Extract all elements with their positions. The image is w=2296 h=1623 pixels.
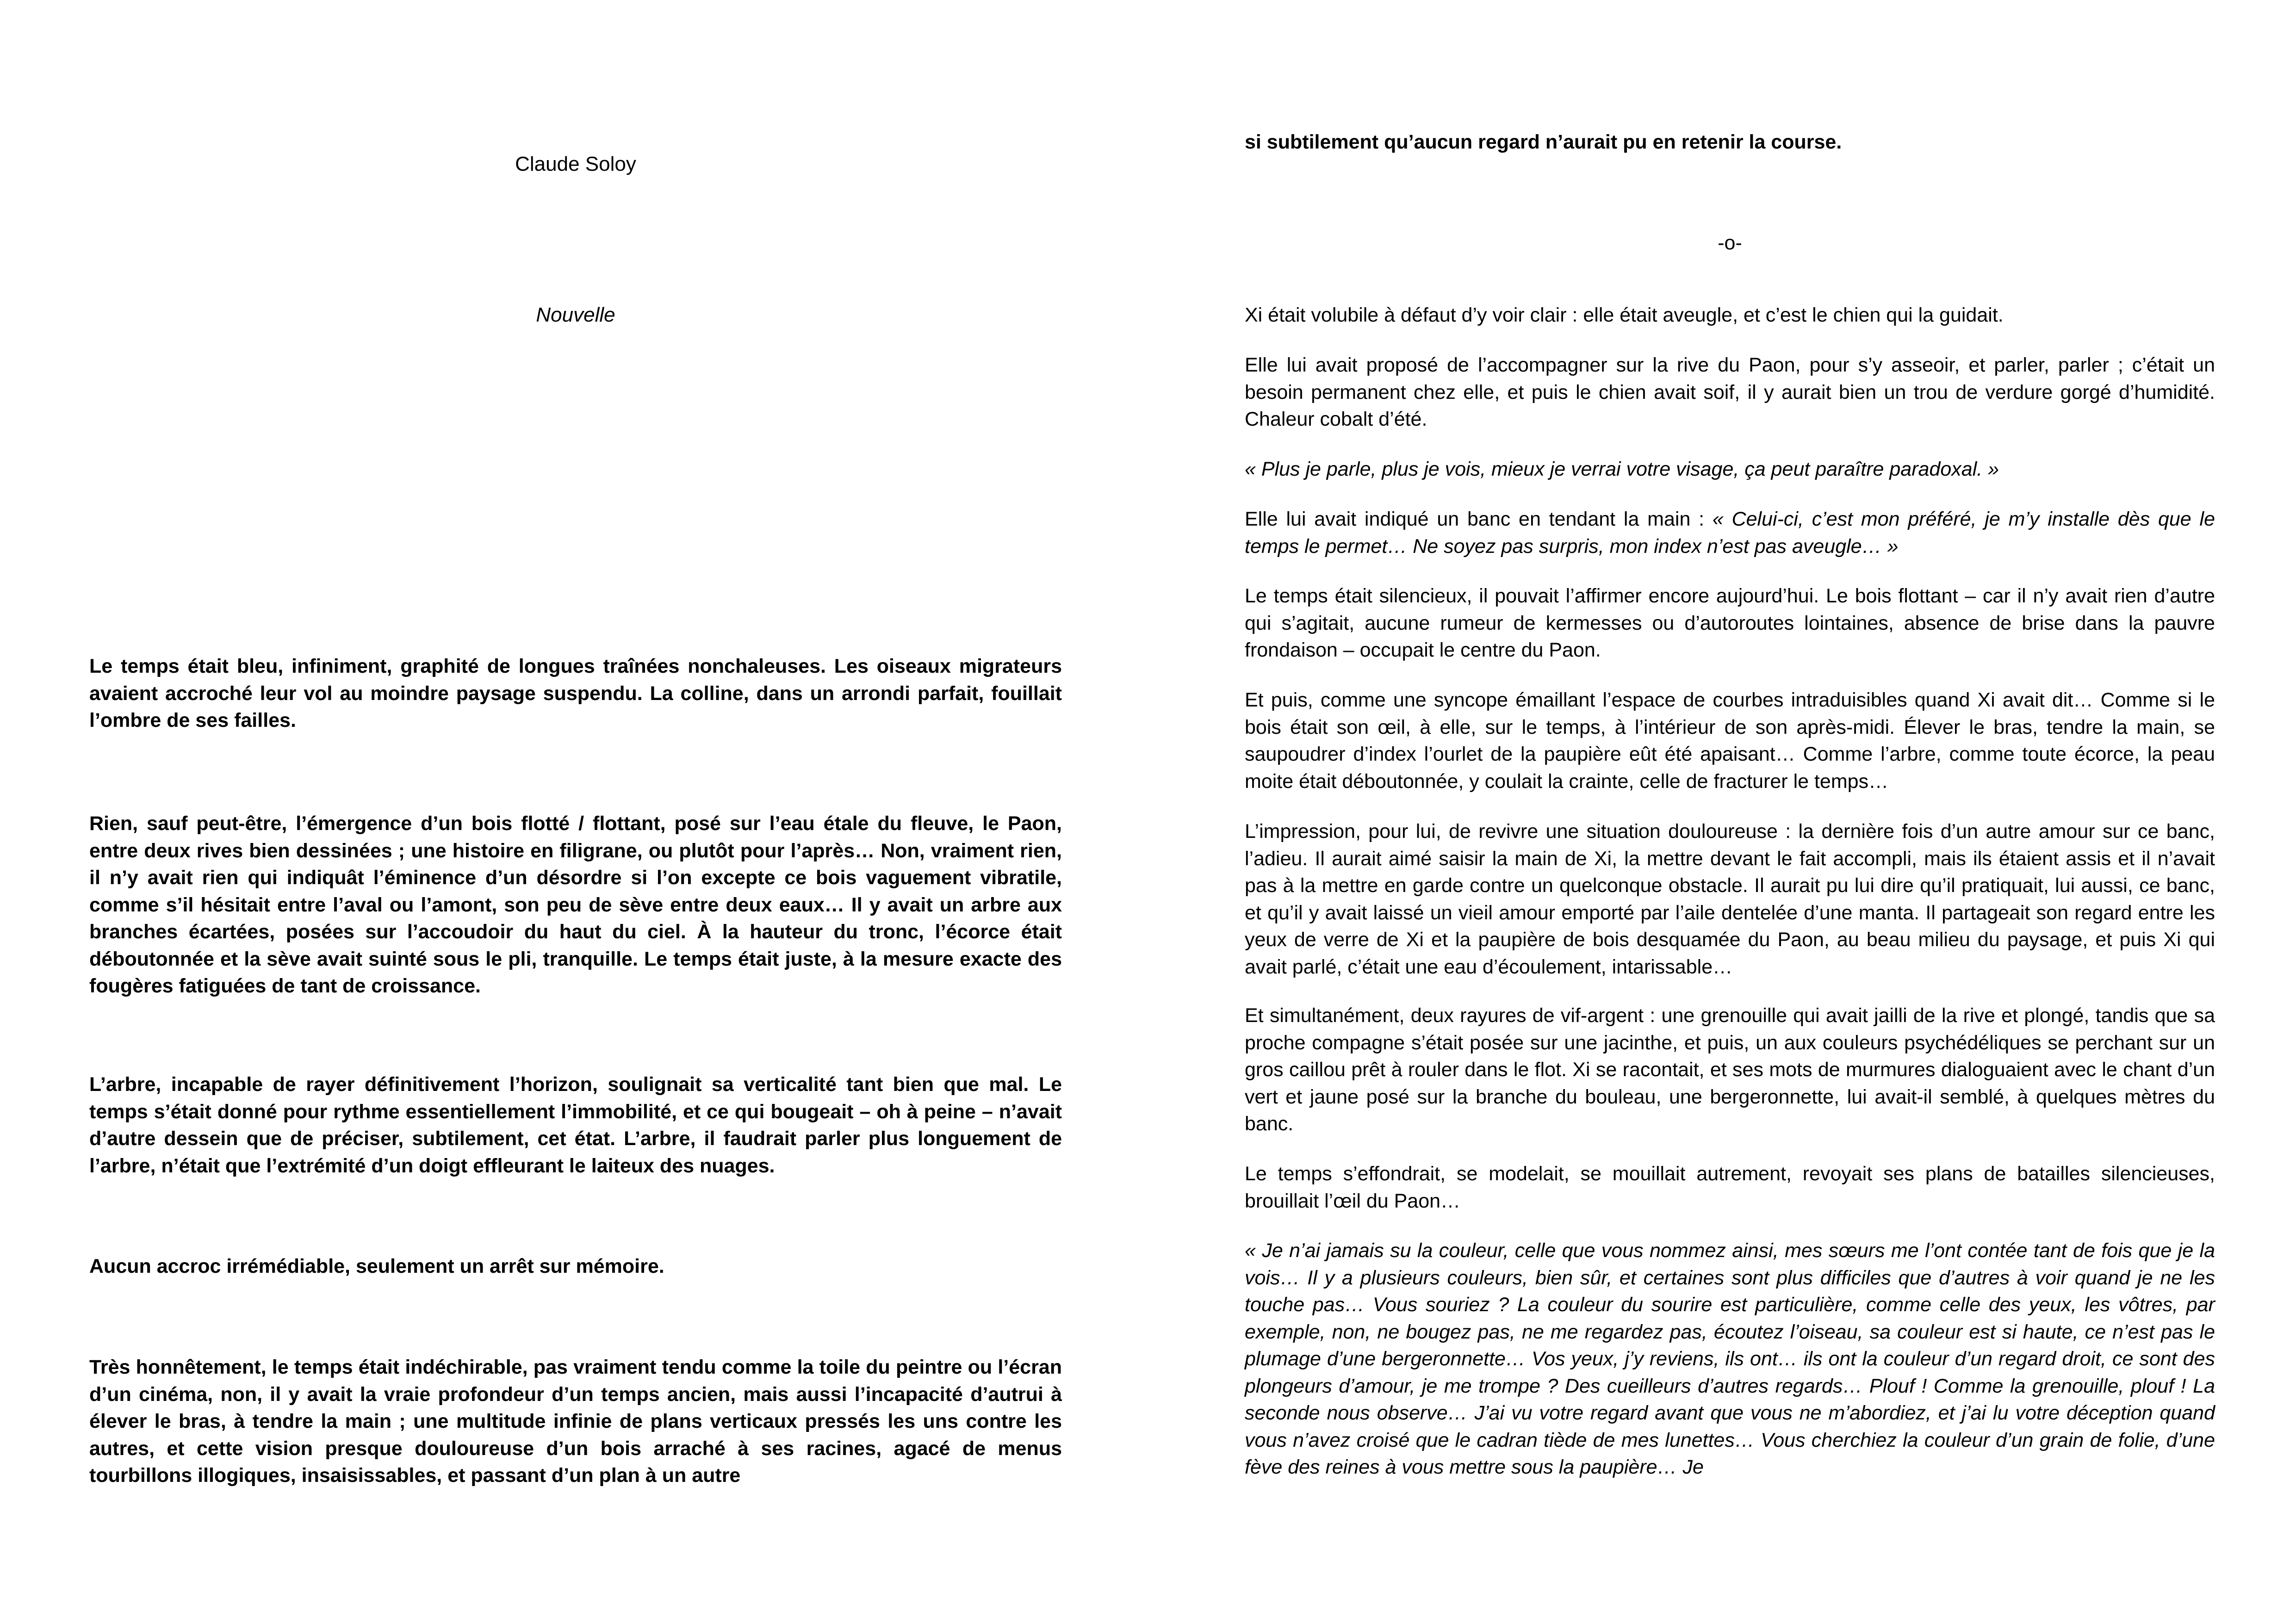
continuation-line: si subtilement qu’aucun regard n’aurait pu en retenir la course.: [1245, 131, 1842, 153]
author-name: Claude Soloy: [515, 153, 636, 175]
paragraph-r2: Elle lui avait proposé de l’accompagner sur la rive du Paon, pour s’y asseoir, et parler, parler ; c’était un besoin permanent chez elle, et puis le chien avait soif, il y aurait bien un trou de verdure gorgé d’humidité. Chaleur cobalt d’été.: [1245, 354, 2215, 430]
paragraph-r6: Et puis, comme une syncope émaillant l’espace de courbes intraduisibles quand Xi avait dit… Comme si le bois était son œil, à elle, sur le temps, à l’intérieur de son après-midi. Élever le bras, tendre la main, se saupoudrer d’index l’ourlet de la paupière eût été apaisant… Comme l’arbre, comme toute écorce, la peau moite était déboutonnée, y coulait la crainte, celle de fracturer le temps…: [1245, 689, 2215, 793]
paragraph-r8: Et simultanément, deux rayures de vif-argent : une grenouille qui avait jailli de la rive et plongé, tandis que sa proche compagne s’était posée sur une jacinthe, et puis, un aux couleurs psychédéliques se perchant sur un gros caillou prêt à rouler dans le flot. Xi se racontait, et ses mots de murmures dialoguaient avec le chant d’un vert et jaune posé sur la branche du bouleau, une bergeronnette, lui avait-il semblé, à quelques mètres du banc.: [1245, 1004, 2215, 1135]
genre-label: Nouvelle: [536, 304, 615, 326]
paragraph-r4-quote: « Celui-ci, c’est mon préféré, je m’y installe dès que le temps le permet… Ne soyez pas surpris, mon index n’est pas aveugle… »: [1245, 508, 2215, 558]
paragraph-1: Le temps était bleu, infiniment, graphité de longues traînées nonchaleuses. Les oiseaux migrateurs avaient accroché leur vol au moindre paysage suspendu. La colline, dans un arrondi parfait, fouillait l’ombre de ses failles.: [89, 655, 1062, 731]
right-page-column: [1245, 0, 2215, 1623]
paragraph-r5: Le temps était silencieux, il pouvait l’affirmer encore aujourd’hui. Le bois flottant – car il n’y avait rien d’autre qui s’agitait, aucune rumeur de kermesses ou d’autoroutes lointaines, absence de brise dans la pauvre frondaison – occupait le centre du Paon.: [1245, 585, 2215, 661]
paragraph-r4-intro: Elle lui avait indiqué un banc en tendant la main :: [1245, 508, 1713, 530]
paragraph-r3-quote: « Plus je parle, plus je vois, mieux je verrai votre visage, ça peut paraître paradoxal. »: [1245, 458, 1999, 480]
paragraph-r9: Le temps s’effondrait, se modelait, se mouillait autrement, revoyait ses plans de batailles silencieuses, brouillait l’œil du Paon…: [1245, 1163, 2215, 1212]
paragraph-5: Très honnêtement, le temps était indéchirable, pas vraiment tendu comme la toile du peintre ou l’écran d’un cinéma, non, il y avait la vraie profondeur d’un temps ancien, mais aussi l’incapacité d’autrui à élever le bras, à tendre la main ; une multitude infinie de plans verticaux pressés les uns contre les autres, et cette vision presque douloureuse d’un bois arraché à ses racines, agacé de menus tourbillons illogiques, insaisissables, et passant d’un plan à un autre: [89, 1356, 1062, 1487]
paragraph-4: Aucun accroc irrémédiable, seulement un arrêt sur mémoire.: [89, 1255, 664, 1277]
paragraph-r1: Xi était volubile à défaut d’y voir clair : elle était aveugle, et c’est le chien qui la guidait.: [1245, 304, 2004, 326]
paragraph-r7: L’impression, pour lui, de revivre une situation douloureuse : la dernière fois d’un autre amour sur ce banc, l’adieu. Il aurait aimé saisir la main de Xi, la mettre devant le fait accompli, mais ils étaient assis et il n’avait pas à la mettre en garde contre un quelconque obstacle. Il aurait pu lui dire qu’il pratiquait, lui aussi, ce banc, et qu’il y avait laissé un vieil amour emporté par l’aile dentelée d’une manta. Il partageait son regard entre les yeux de verre de Xi et la paupière de bois desquamée du Paon, au beau milieu du paysage, et puis Xi qui avait parlé, c’était une eau d’écoulement, intarissable…: [1245, 820, 2215, 978]
section-separator: -o-: [1718, 232, 1742, 254]
paragraph-2: Rien, sauf peut-être, l’émergence d’un bois flotté / flottant, posé sur l’eau étale du fleuve, le Paon, entre deux rives bien dessinées ; une histoire en filigrane, ou plutôt pour l’après… Non, vraiment rien, il n’y avait rien qui indiquât l’éminence d’un désordre si l’on excepte ce bois vaguement vibratile, comme s’il hésitait entre l’aval ou l’amont, son peu de sève entre deux eaux… Il y avait un arbre aux branches écartées, posées sur l’accoudoir du haut du ciel. À la hauteur du tronc, l’écorce était déboutonnée et la sève avait suinté sous le pli, tranquille. Le temps était juste, à la mesure exacte des fougères fatiguées de tant de croissance.: [89, 812, 1062, 997]
paragraph-r4: [1245, 506, 2215, 560]
paragraph-3: L’arbre, incapable de rayer définitivement l’horizon, soulignait sa verticalité tant bien que mal. Le temps s’était donné pour rythme essentiellement l’immobilité, et ce qui bougeait – oh à peine – n’avait d’autre dessein que de préciser, subtilement, cet état. L’arbre, il faudrait parler plus longuement de l’arbre, n’était que l’extrémité d’un doigt effleurant le laiteux des nuages.: [89, 1073, 1062, 1177]
paragraph-r10-quote: « Je n’ai jamais su la couleur, celle que vous nommez ainsi, mes sœurs me l’ont contée tant de fois que je la vois… Il y a plusieurs couleurs, bien sûr, et certaines sont plus difficiles que d’autres à voir quand je ne les touche pas… Vous souriez ? La couleur du sourire est particulière, comme celle des yeux, les vôtres, par exemple, non, ne bougez pas, ne me regardez pas, écoutez l’oiseau, sa couleur est si haute, ce n’est pas le plumage d’une bergeronnette… Vos yeux, j’y reviens, ils ont… ils ont la couleur d’un regard droit, ce sont des plongeurs d’amour, je me trompe ? Des cueilleurs d’autres regards… Plouf ! Comme la grenouille, plouf ! La seconde nous observe… J’ai vu votre regard avant que vous ne m’abordiez, et j’ai lu votre déception quand vous n’avez croisé que le cadran tiède de mes lunettes… Vous cherchiez la couleur d’un grain de folie, d’une fève des reines à vous mettre sous la paupière… Je: [1245, 1239, 2215, 1478]
left-page-column: [89, 0, 1062, 1623]
